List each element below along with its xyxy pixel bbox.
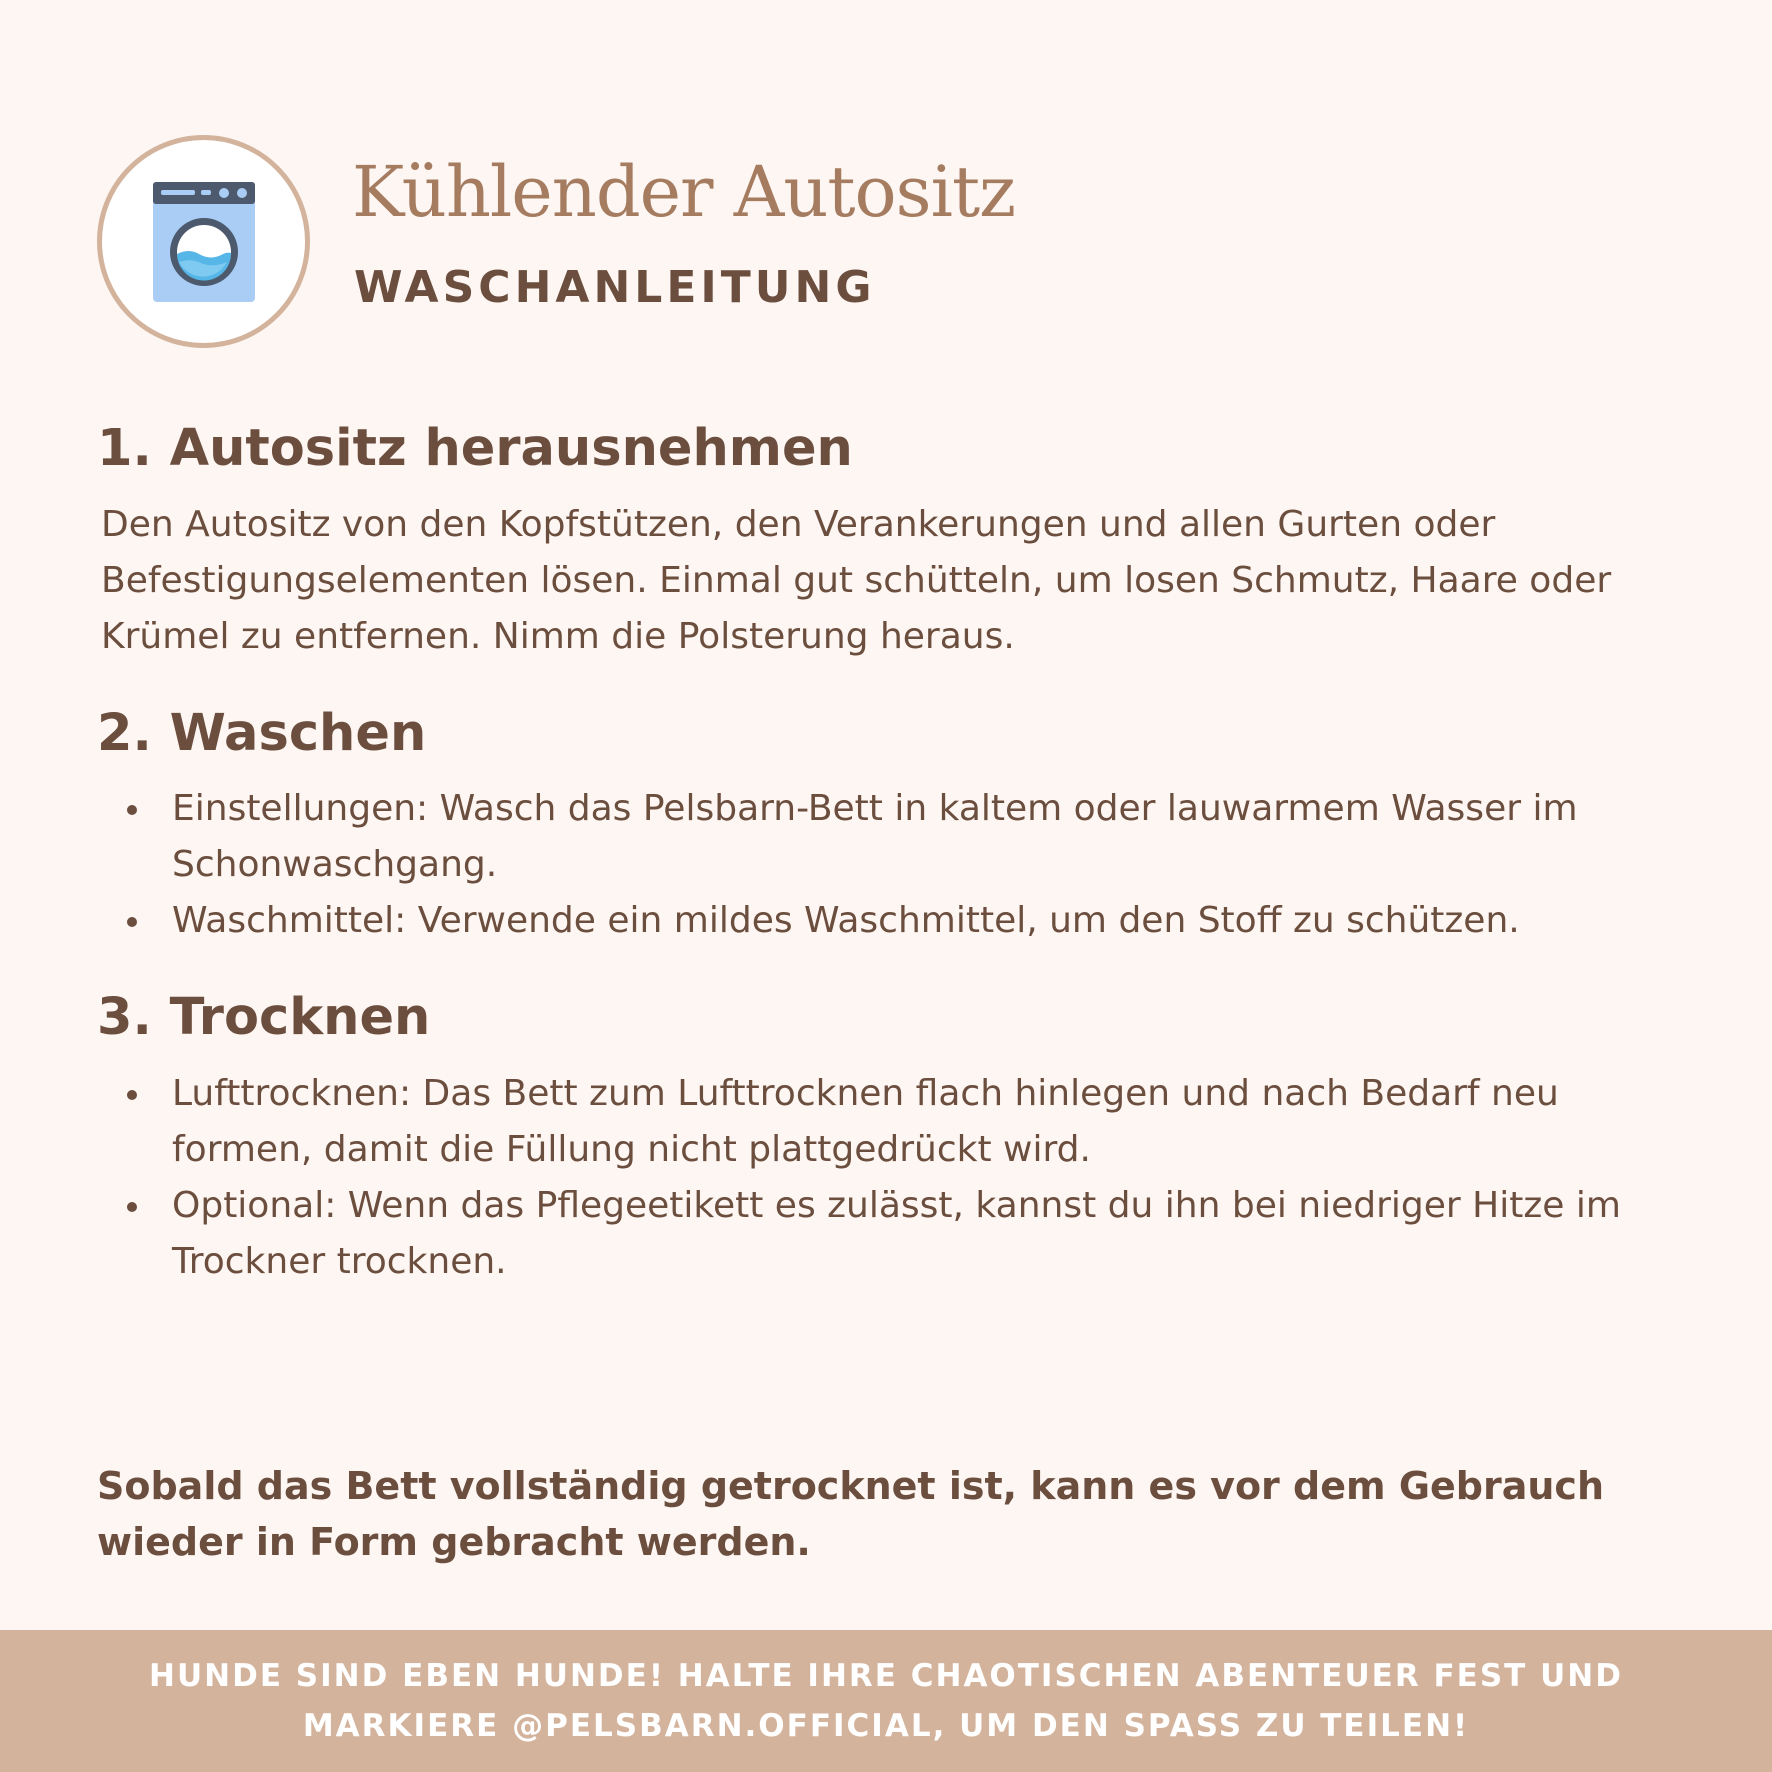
bullet-point [127,1090,137,1100]
bullet-point [127,805,137,815]
section-wash [97,705,1707,950]
page-subtitle: WASCHANLEITUNG [354,262,876,313]
section-heading: 1. Autositz herausnehmen [97,419,853,478]
section-heading: 3. Trocknen [97,988,431,1048]
section-heading: 2. Waschen [97,703,427,763]
list-item-text: Lufttrocknen: Das Bett zum Lufttrocknen flach hinlegen und nach Bedarf neu formen, damit die Füllung nicht plattgedrückt wird. [172,1072,1559,1170]
washing-machine-icon [149,178,259,306]
closing-note: Sobald das Bett vollständig getrocknet ist, kann es vor dem Gebrauch wieder in Form gebracht werden. [97,1464,1604,1564]
list-item [97,893,1707,949]
footer-banner [0,1630,1772,1772]
washing-machine-logo [97,135,310,348]
bullet-list [97,1066,1707,1290]
list-item-text: Einstellungen: Wasch das Pelsbarn-Bett in kaltem oder lauwarmem Wasser im Schonwaschgang. [172,788,1578,886]
list-item-text: Optional: Wenn das Pflegeetikett es zulässt, kannst du ihn bei niedriger Hitze im Trockner trocknen. [172,1184,1621,1282]
page-title: Kühlender Autositz [352,151,1015,233]
bullet-point [127,917,137,927]
section-dry [97,989,1707,1290]
list-item [97,1178,1707,1290]
instructions [97,420,1707,1290]
section-text: Den Autositz von den Kopfstützen, den Verankerungen und allen Gurten oder Befestigungselementen lösen. Einmal gut schütteln, um losen Schmutz, Haare oder Krümel zu entfernen. Nimm die Polsterung heraus. [101,503,1612,657]
bullet-point [127,1202,137,1212]
footer-text: HUNDE SIND EBEN HUNDE! HALTE IHRE CHAOTISCHEN ABENTEUER FEST UND MARKIERE @PELSBARN.OFFICIAL, UM DEN SPASS ZU TEILEN! [149,1658,1623,1744]
section-remove [97,420,1707,665]
list-item-text: Waschmittel: Verwende ein mildes Waschmittel, um den Stoff zu schützen. [172,900,1520,942]
list-item [97,1066,1707,1178]
bullet-list [97,781,1707,949]
list-item [97,781,1707,893]
